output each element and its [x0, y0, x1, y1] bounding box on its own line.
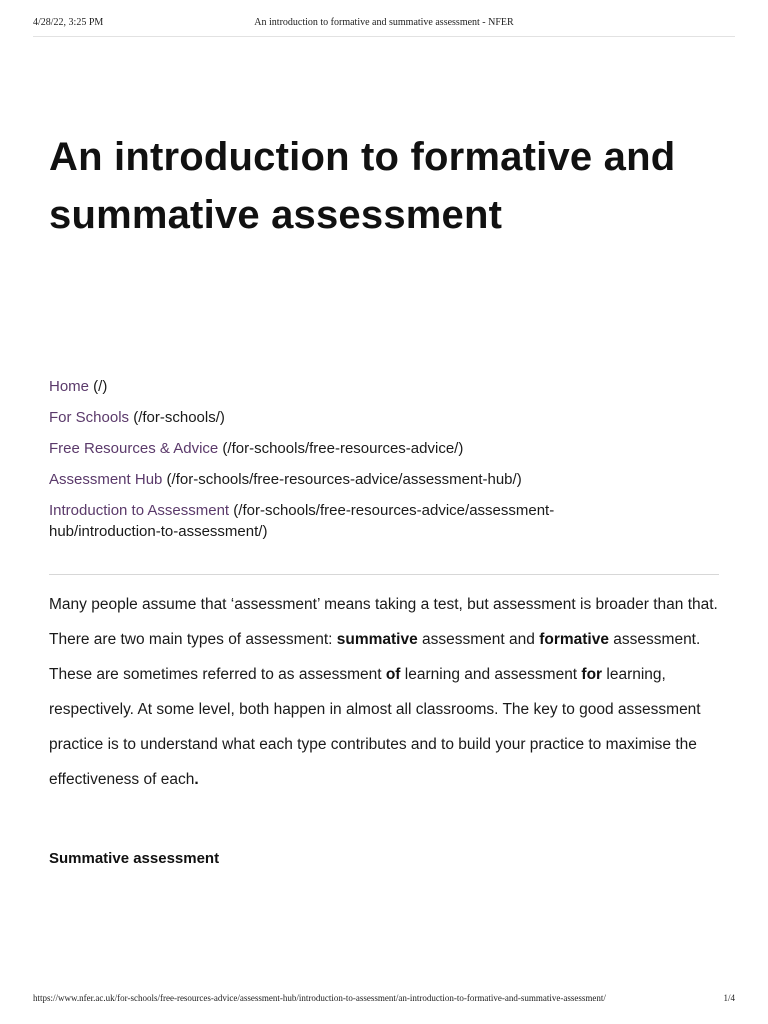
print-header [33, 17, 735, 33]
intro-bold-period: . [194, 771, 199, 788]
breadcrumb-path-for-schools: (/for-schools/) [129, 409, 225, 426]
intro-bold-of: of [385, 666, 401, 683]
header-rule [33, 36, 735, 37]
breadcrumb-path-assessment-hub: (/for-schools/free-resources-advice/assessment-hub/) [162, 471, 522, 488]
intro-bold-for: for [581, 666, 603, 683]
breadcrumb-item-assessment-hub [49, 469, 649, 490]
breadcrumb-link-for-schools[interactable]: For Schools [49, 409, 130, 426]
breadcrumb-link-introduction[interactable]: Introduction to Assessment [49, 502, 230, 519]
content-divider [49, 574, 719, 575]
print-page-number: 1/4 [723, 993, 735, 1003]
breadcrumb-item-introduction [49, 500, 649, 542]
breadcrumb-path-free-resources: (/for-schools/free-resources-advice/) [218, 440, 464, 457]
section-heading-summative: Summative assessment [49, 850, 220, 867]
breadcrumb-link-assessment-hub[interactable]: Assessment Hub [49, 471, 163, 488]
intro-text-1: Many people assume that ‘assessment’ means taking a test, but assessment is broader than that. There are two main types of assessment: [49, 596, 718, 648]
intro-text-3: assessment. These are sometimes referred to as assessment [49, 631, 701, 683]
breadcrumb-link-home[interactable]: Home [49, 378, 90, 395]
breadcrumb-path-introduction: (/for-schools/free-resources-advice/assessment-hub/introduction-to-assessment/) [49, 502, 555, 540]
intro-text-5: learning, respectively. At some level, both happen in almost all classrooms. The key to good assessment practice is to understand what each type contributes and to build your practice to maximise the effectiveness of each [49, 666, 701, 788]
intro-paragraph [49, 587, 724, 797]
breadcrumb-path-home: (/) [89, 378, 108, 395]
print-document-title: An introduction to formative and summative assessment - NFER [254, 17, 514, 28]
intro-text-2: assessment and [417, 631, 540, 648]
print-footer [33, 993, 735, 1007]
print-datetime: 4/28/22, 3:25 PM [33, 17, 104, 28]
breadcrumb-item-home [49, 376, 649, 397]
breadcrumb [49, 376, 649, 552]
print-url: https://www.nfer.ac.uk/for-schools/free-resources-advice/assessment-hub/introduction-to-assessment/an-introduction-to-formative-and-summative-assessment/ [33, 993, 606, 1003]
intro-text-4: learning and assessment [400, 666, 582, 683]
page-title: An introduction to formative and summative assessment [49, 135, 676, 237]
breadcrumb-item-for-schools [49, 407, 649, 428]
breadcrumb-item-free-resources [49, 438, 649, 459]
intro-bold-summative: summative [336, 631, 418, 648]
intro-bold-formative: formative [539, 631, 609, 648]
breadcrumb-link-free-resources[interactable]: Free Resources & Advice [49, 440, 219, 457]
